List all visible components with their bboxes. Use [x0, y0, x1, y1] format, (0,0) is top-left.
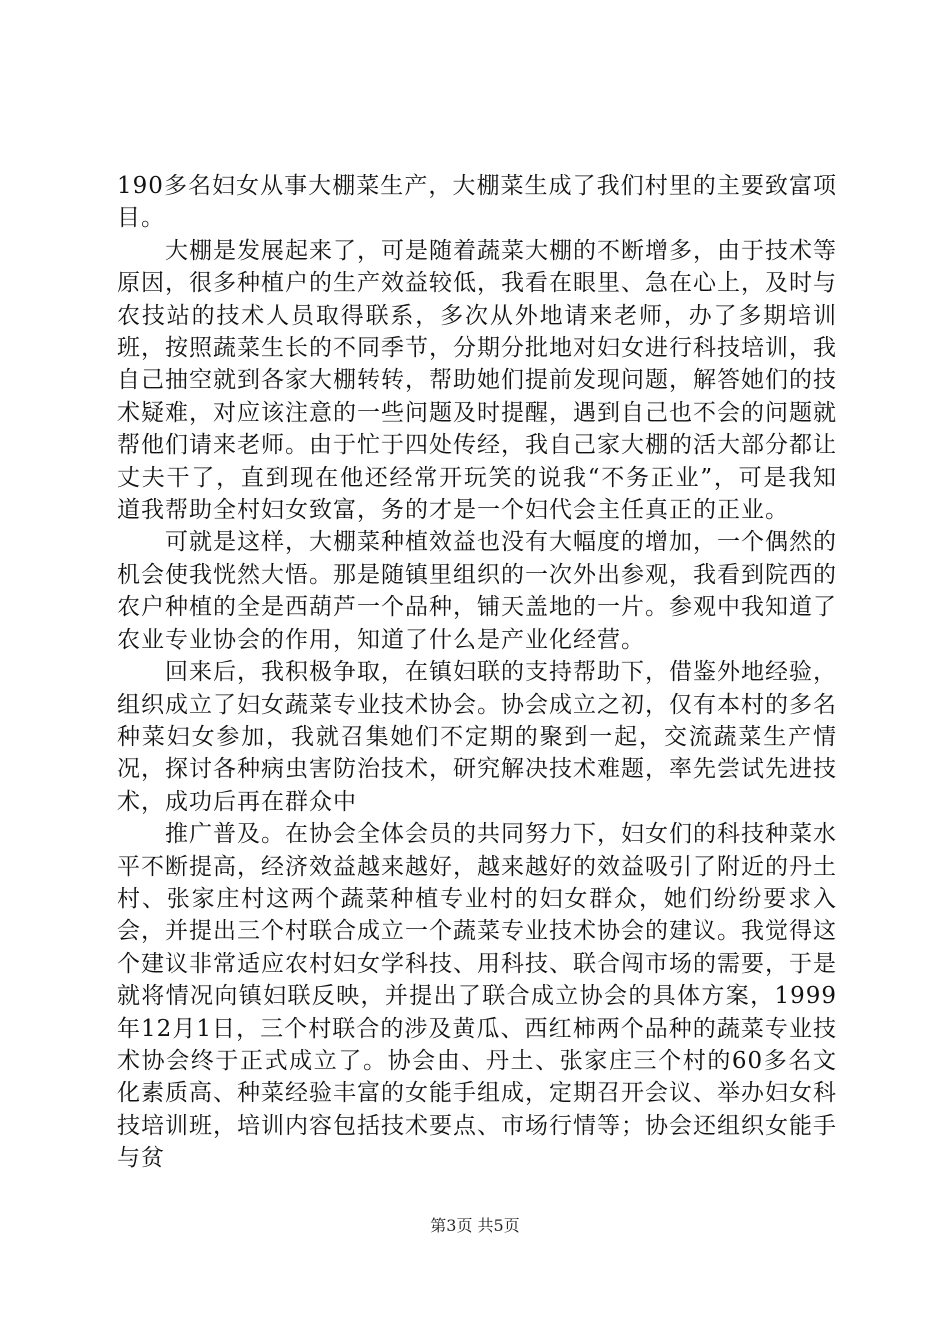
paragraph-visit: 可就是这样，大棚菜种植效益也没有大幅度的增加，一个偶然的机会使我恍然大悟。那是随镇里组织的一次外出参观，我看到院西的农户种植的全是西葫芦一个品种，铺天盖地的一片。参观中我知道了农业专业协会的作用，知道了什么是产业化经营。 [117, 529, 837, 653]
paragraph-association-founding: 回来后，我积极争取，在镇妇联的支持帮助下，借鉴外地经验，组织成立了妇女蔬菜专业技术协会。协会成立之初，仅有本村的多名种菜妇女参加，我就召集她们不定期的聚到一起，交流蔬菜生产情况，探讨各种病虫害防治技术，研究解决技术难题，率先尝试先进技术，成功后再在群众中 [117, 659, 837, 815]
paragraph-continuation: 190多名妇女从事大棚菜生产，大棚菜生成了我们村里的主要致富项目。 [117, 173, 837, 232]
paragraph-training: 大棚是发展起来了，可是随着蔬菜大棚的不断增多，由于技术等原因，很多种植户的生产效益较低，我看在眼里、急在心上，及时与农技站的技术人员取得联系，多次从外地请来老师，办了多期培训班，按照蔬菜生长的不同季节，分期分批地对妇女进行科技培训，我自己抽空就到各家大棚转转，帮助她们提前发现问题，解答她们的技术疑难，对应该注意的一些问题及时提醒，遇到自己也不会的问题就帮他们请来老师。由于忙于四处传经，我自己家大棚的活大部分都让丈夫干了，直到现在他还经常开玩笑的说我“不务正业”，可是我知道我帮助全村妇女致富，务的才是一个妇代会主任真正的正业。 [117, 237, 837, 524]
page-footer: 第3页 共5页 [430, 1216, 520, 1235]
document-body [117, 170, 837, 1175]
paragraph-association-growth: 推广普及。在协会全体会员的共同努力下，妇女们的科技种菜水平不断提高，经济效益越来越好，越来越好的效益吸引了附近的丹土村、张家庄村这两个蔬菜种植专业村的妇女群众，她们纷纷要求入会，并提出三个村联合成立一个蔬菜专业技术协会的建议。我觉得这个建议非常适应农村妇女学科技、用科技、联合闯市场的需要，于是就将情况向镇妇联反映，并提出了联合成立协会的具体方案，1999年12月1日，三个村联合的涉及黄瓜、西红柿两个品种的蔬菜专业技术协会终于正式成立了。协会由、丹土、张家庄三个村的60多名文化素质高、种菜经验丰富的女能手组成，定期召开会议、举办妇女科技培训班，培训内容包括技术要点、市场行情等；协会还组织女能手与贫 [117, 821, 837, 1172]
